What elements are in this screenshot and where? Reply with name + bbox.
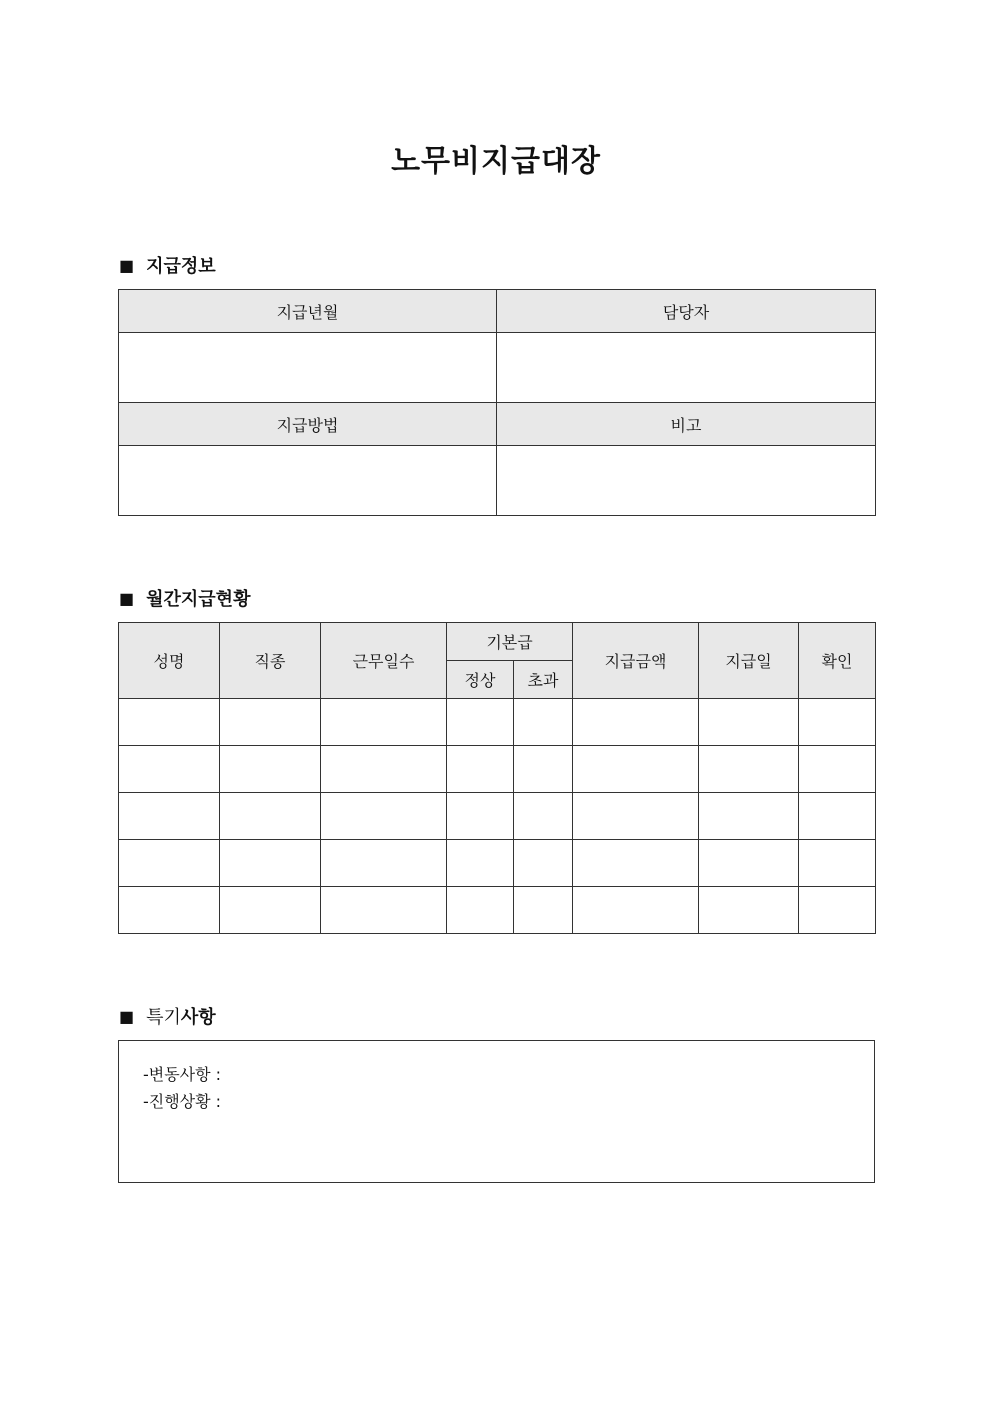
header-job-type: 직종	[220, 623, 321, 699]
table-cell[interactable]	[573, 793, 699, 840]
section-heading-special-notes	[119, 1004, 216, 1028]
section-heading-monthly-payment	[119, 586, 250, 610]
table-cell[interactable]	[119, 840, 220, 887]
header-pay-date: 지급일	[699, 623, 799, 699]
remarks-field[interactable]	[497, 446, 876, 516]
table-cell[interactable]	[514, 699, 573, 746]
square-bullet-icon: ■	[119, 588, 135, 608]
table-cell[interactable]	[119, 887, 220, 934]
table-cell[interactable]	[514, 887, 573, 934]
table-cell[interactable]	[447, 793, 514, 840]
table-cell[interactable]	[220, 793, 321, 840]
table-cell[interactable]	[514, 746, 573, 793]
header-name: 성명	[119, 623, 220, 699]
header-base-pay: 기본급	[447, 623, 573, 661]
table-cell[interactable]	[119, 746, 220, 793]
table-cell[interactable]	[573, 840, 699, 887]
header-confirm: 확인	[799, 623, 876, 699]
header-pay-amount: 지급금액	[573, 623, 699, 699]
table-cell[interactable]	[119, 699, 220, 746]
table-cell[interactable]	[321, 793, 447, 840]
table-cell[interactable]	[119, 793, 220, 840]
special-notes-box[interactable]	[118, 1040, 875, 1183]
remarks-label: 비고	[497, 403, 876, 446]
pay-method-field[interactable]	[119, 446, 497, 516]
header-regular: 정상	[447, 661, 514, 699]
table-cell[interactable]	[699, 746, 799, 793]
table-cell[interactable]	[573, 746, 699, 793]
table-row	[119, 699, 876, 746]
table-cell[interactable]	[573, 887, 699, 934]
table-row	[119, 793, 876, 840]
table-cell[interactable]	[573, 699, 699, 746]
table-cell[interactable]	[321, 840, 447, 887]
table-cell[interactable]	[321, 746, 447, 793]
table-cell[interactable]	[699, 699, 799, 746]
section-heading-label-bold: 사항	[180, 1007, 216, 1028]
table-row	[119, 887, 876, 934]
table-cell[interactable]	[321, 887, 447, 934]
table-cell[interactable]	[220, 699, 321, 746]
table-cell[interactable]	[799, 793, 876, 840]
table-cell[interactable]	[447, 746, 514, 793]
header-work-days: 근무일수	[321, 623, 447, 699]
square-bullet-icon: ■	[119, 255, 135, 275]
table-cell[interactable]	[799, 840, 876, 887]
table-cell[interactable]	[799, 746, 876, 793]
header-overtime: 초과	[514, 661, 573, 699]
table-cell[interactable]	[447, 840, 514, 887]
section-heading-payment-info	[119, 253, 216, 277]
table-cell[interactable]	[220, 840, 321, 887]
section-heading-label: 월간지급현황	[146, 589, 251, 610]
square-bullet-icon: ■	[119, 1006, 135, 1026]
table-row	[119, 746, 876, 793]
section-heading-label-light: 특기	[146, 1007, 181, 1028]
monthly-payment-table	[118, 622, 876, 934]
pay-period-field[interactable]	[119, 333, 497, 403]
table-cell[interactable]	[514, 793, 573, 840]
table-cell[interactable]	[699, 793, 799, 840]
progress-notes-label: -진행상황 :	[143, 1092, 222, 1111]
table-cell[interactable]	[799, 699, 876, 746]
table-cell[interactable]	[514, 840, 573, 887]
manager-label: 담당자	[497, 290, 876, 333]
table-cell[interactable]	[699, 887, 799, 934]
table-cell[interactable]	[799, 887, 876, 934]
table-cell[interactable]	[699, 840, 799, 887]
pay-period-label: 지급년월	[119, 290, 497, 333]
change-notes-label: -변동사항 :	[143, 1065, 222, 1084]
table-cell[interactable]	[447, 699, 514, 746]
pay-method-label: 지급방법	[119, 403, 497, 446]
table-cell[interactable]	[321, 699, 447, 746]
table-cell[interactable]	[447, 887, 514, 934]
table-row	[119, 840, 876, 887]
section-heading-label: 지급정보	[146, 256, 216, 277]
payment-info-table	[118, 289, 876, 516]
table-cell[interactable]	[220, 746, 321, 793]
manager-field[interactable]	[497, 333, 876, 403]
table-cell[interactable]	[220, 887, 321, 934]
document-title: 노무비지급대장	[391, 144, 601, 179]
